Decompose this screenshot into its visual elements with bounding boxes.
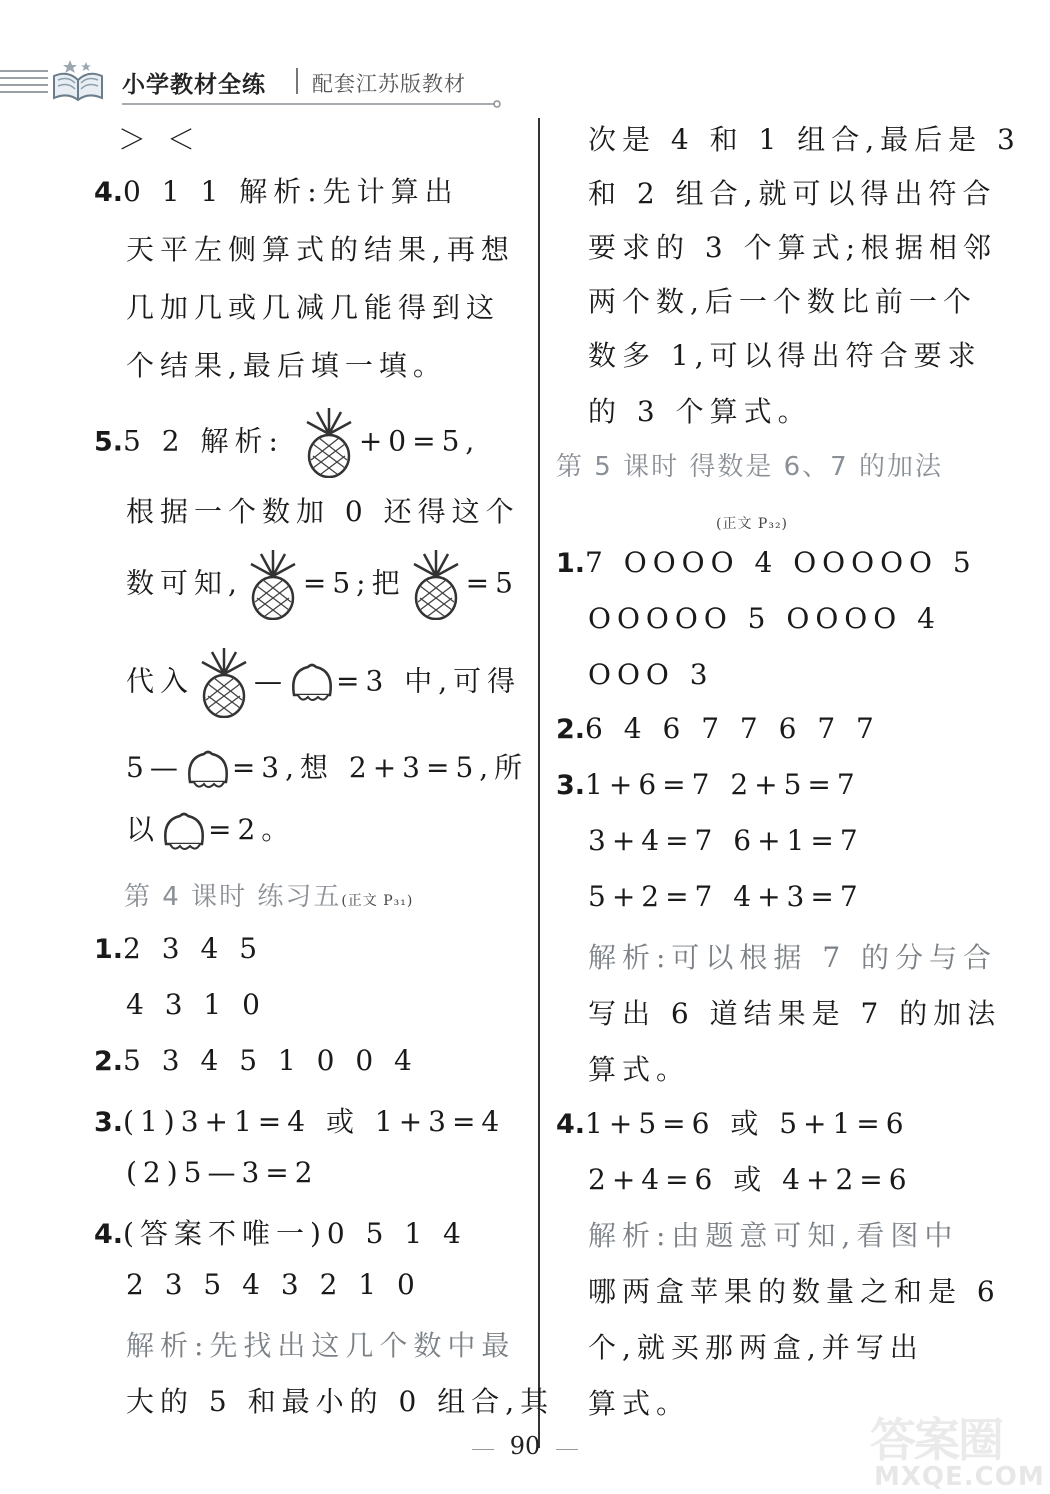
watermark-bottom-text: MXQE.COM — [874, 1462, 1045, 1492]
p2-text-a: 5 3 4 5 1 0 0 4 — [123, 1044, 418, 1077]
q5-text-c2: =5;把 — [302, 566, 406, 600]
q5-line-2: 根据一个数加 0 还得这个 — [126, 495, 520, 528]
p4-number: 4. — [94, 1219, 124, 1250]
page-header — [0, 58, 520, 108]
footer-dash-right — [556, 1449, 578, 1450]
p4-line-3: 解析:先找出这几个数中最 — [126, 1329, 516, 1362]
r-line-4: 两个数,后一个数比前一个 — [588, 285, 977, 318]
page-number: 90 — [509, 1432, 541, 1460]
p3-text-a: (1)3+1=4 或 1+3=4 — [123, 1105, 506, 1138]
q4-line-2: 天平左侧算式的结果,再想 — [126, 233, 515, 266]
s3-line-3: 5+2=7 4+3=7 — [588, 880, 864, 913]
lesson-5-ref-line — [716, 502, 788, 535]
q5-text-a1: 5 2 解析: — [123, 424, 284, 458]
pineapple-icon — [243, 550, 303, 620]
q5-line-6 — [126, 808, 295, 854]
r-line-2: 和 2 组合,就可以得出符合 — [588, 177, 997, 210]
s3-text-a: 1+6=7 2+5=7 — [585, 768, 861, 801]
q5-text-f1: 以 — [126, 813, 161, 846]
lesson-4-title: 第 4 课时 练习五 — [124, 882, 342, 912]
p2-line — [94, 1044, 418, 1077]
q5-text-c1: 数可知, — [126, 566, 243, 600]
lesson-5-ref: (正文 P₃₂) — [716, 516, 789, 532]
s4-line-1 — [556, 1102, 910, 1142]
header-underline — [122, 100, 502, 108]
p1-text-a: 2 3 4 5 — [123, 932, 264, 965]
p4-text-a: (答案不唯一)0 5 1 4 — [123, 1217, 467, 1250]
pineapple-icon — [299, 408, 359, 478]
q5-text-e1: 5— — [126, 751, 184, 784]
open-book-icon — [48, 58, 108, 104]
q5-text-f2: =2。 — [208, 813, 296, 846]
column-divider — [538, 118, 540, 1448]
lesson-4-heading — [124, 876, 413, 913]
pineapple-icon — [406, 550, 466, 620]
p4-line-4: 大的 5 和最小的 0 组合,其 — [126, 1385, 555, 1418]
s3-line-1 — [556, 768, 861, 801]
s3-line-2: 3+4=7 6+1=7 — [588, 824, 864, 857]
watermark-logo — [870, 1400, 1050, 1494]
r-line-1: 次是 4 和 1 组合,最后是 3 — [588, 123, 1021, 156]
s1-text-a: 7 OOOO 4 OOOOO 5 — [585, 546, 977, 579]
s1-line-3: OOO 3 — [588, 658, 714, 691]
s1-line-2: OOOOO 5 OOOO 4 — [588, 602, 941, 635]
header-subtitle: 配套江苏版教材 — [312, 72, 466, 96]
r-line-3: 要求的 3 个算式;根据相邻 — [588, 231, 998, 264]
q5-line-4 — [126, 648, 521, 718]
footer-dash-left — [472, 1449, 494, 1450]
peach-icon — [288, 661, 336, 705]
p1-line-1 — [94, 932, 263, 965]
q5-text-d1: 代入 — [126, 664, 195, 698]
r-line-5: 数多 1,可以得出符合要求 — [588, 339, 982, 372]
s4-line-6: 算式。 — [588, 1387, 691, 1420]
p1-line-2: 4 3 1 0 — [126, 988, 266, 1021]
s1-line-1 — [556, 546, 977, 579]
q5-line-1 — [94, 408, 480, 478]
peach-icon — [184, 748, 232, 792]
s3-line-4: 解析:可以根据 7 的分与合 — [588, 941, 998, 974]
lesson-5-title: 第 5 课时 得数是 6、7 的加法 — [556, 452, 943, 482]
q5-line-3 — [126, 550, 519, 620]
r-line-6: 的 3 个算式。 — [588, 395, 812, 428]
lesson-4-ref: (正文 P₃₁) — [341, 893, 414, 909]
q5-text-a2: +0=5, — [358, 424, 481, 458]
q5-text-d3: =3 中,可得 — [336, 664, 522, 698]
q4-number: 4. — [94, 177, 124, 208]
q5-number: 5. — [94, 426, 124, 458]
q4-line-4: 个结果,最后填一填。 — [126, 349, 447, 382]
p3-number: 3. — [94, 1107, 124, 1138]
s4-line-5: 个,就买那两盒,并写出 — [588, 1331, 924, 1364]
s4-number: 4. — [556, 1109, 586, 1140]
header-separator — [296, 68, 298, 94]
q5-text-c3: =5 — [465, 566, 519, 600]
q4-text-a: 0 1 1 解析:先计算出 — [123, 175, 459, 208]
q4-line-1 — [94, 170, 459, 210]
p4-line-1 — [94, 1212, 467, 1252]
s4-text-a: 1+5=6 或 5+1=6 — [585, 1107, 910, 1140]
s2-line — [556, 712, 880, 745]
header-title: 小学教材全练 — [122, 72, 266, 98]
p2-number: 2. — [94, 1046, 124, 1077]
p3-line-2: (2)5—3=2 — [126, 1156, 319, 1189]
p4-line-2: 2 3 5 4 3 2 1 0 — [126, 1268, 421, 1301]
s4-line-3: 解析:由题意可知,看图中 — [588, 1219, 959, 1252]
q5-line-5 — [126, 746, 528, 792]
s2-text-a: 6 4 6 7 7 6 7 7 — [585, 712, 880, 745]
peach-icon — [160, 810, 208, 854]
s3-line-6: 算式。 — [588, 1053, 691, 1086]
s1-number: 1. — [556, 548, 586, 579]
header-decor-lines — [0, 70, 48, 98]
compare-signs: ＞ ＜ — [118, 123, 201, 156]
p1-number: 1. — [94, 934, 124, 965]
s3-number: 3. — [556, 770, 586, 801]
watermark-top-text: 答案圈 — [870, 1413, 1002, 1467]
q5-text-e2: =3,想 2+3=5,所 — [231, 751, 529, 784]
s4-line-2: 2+4=6 或 4+2=6 — [588, 1163, 913, 1196]
s4-line-4: 哪两盒苹果的数量之和是 6 — [588, 1275, 1001, 1308]
p3-line-1 — [94, 1100, 505, 1140]
q4-line-3: 几加几或几减几能得到这 — [126, 291, 501, 324]
pineapple-icon — [194, 648, 254, 718]
s3-line-5: 写出 6 道结果是 7 的加法 — [588, 997, 1002, 1030]
lesson-5-heading — [556, 446, 943, 483]
q5-text-d2: — — [254, 664, 289, 698]
s2-number: 2. — [556, 714, 586, 745]
